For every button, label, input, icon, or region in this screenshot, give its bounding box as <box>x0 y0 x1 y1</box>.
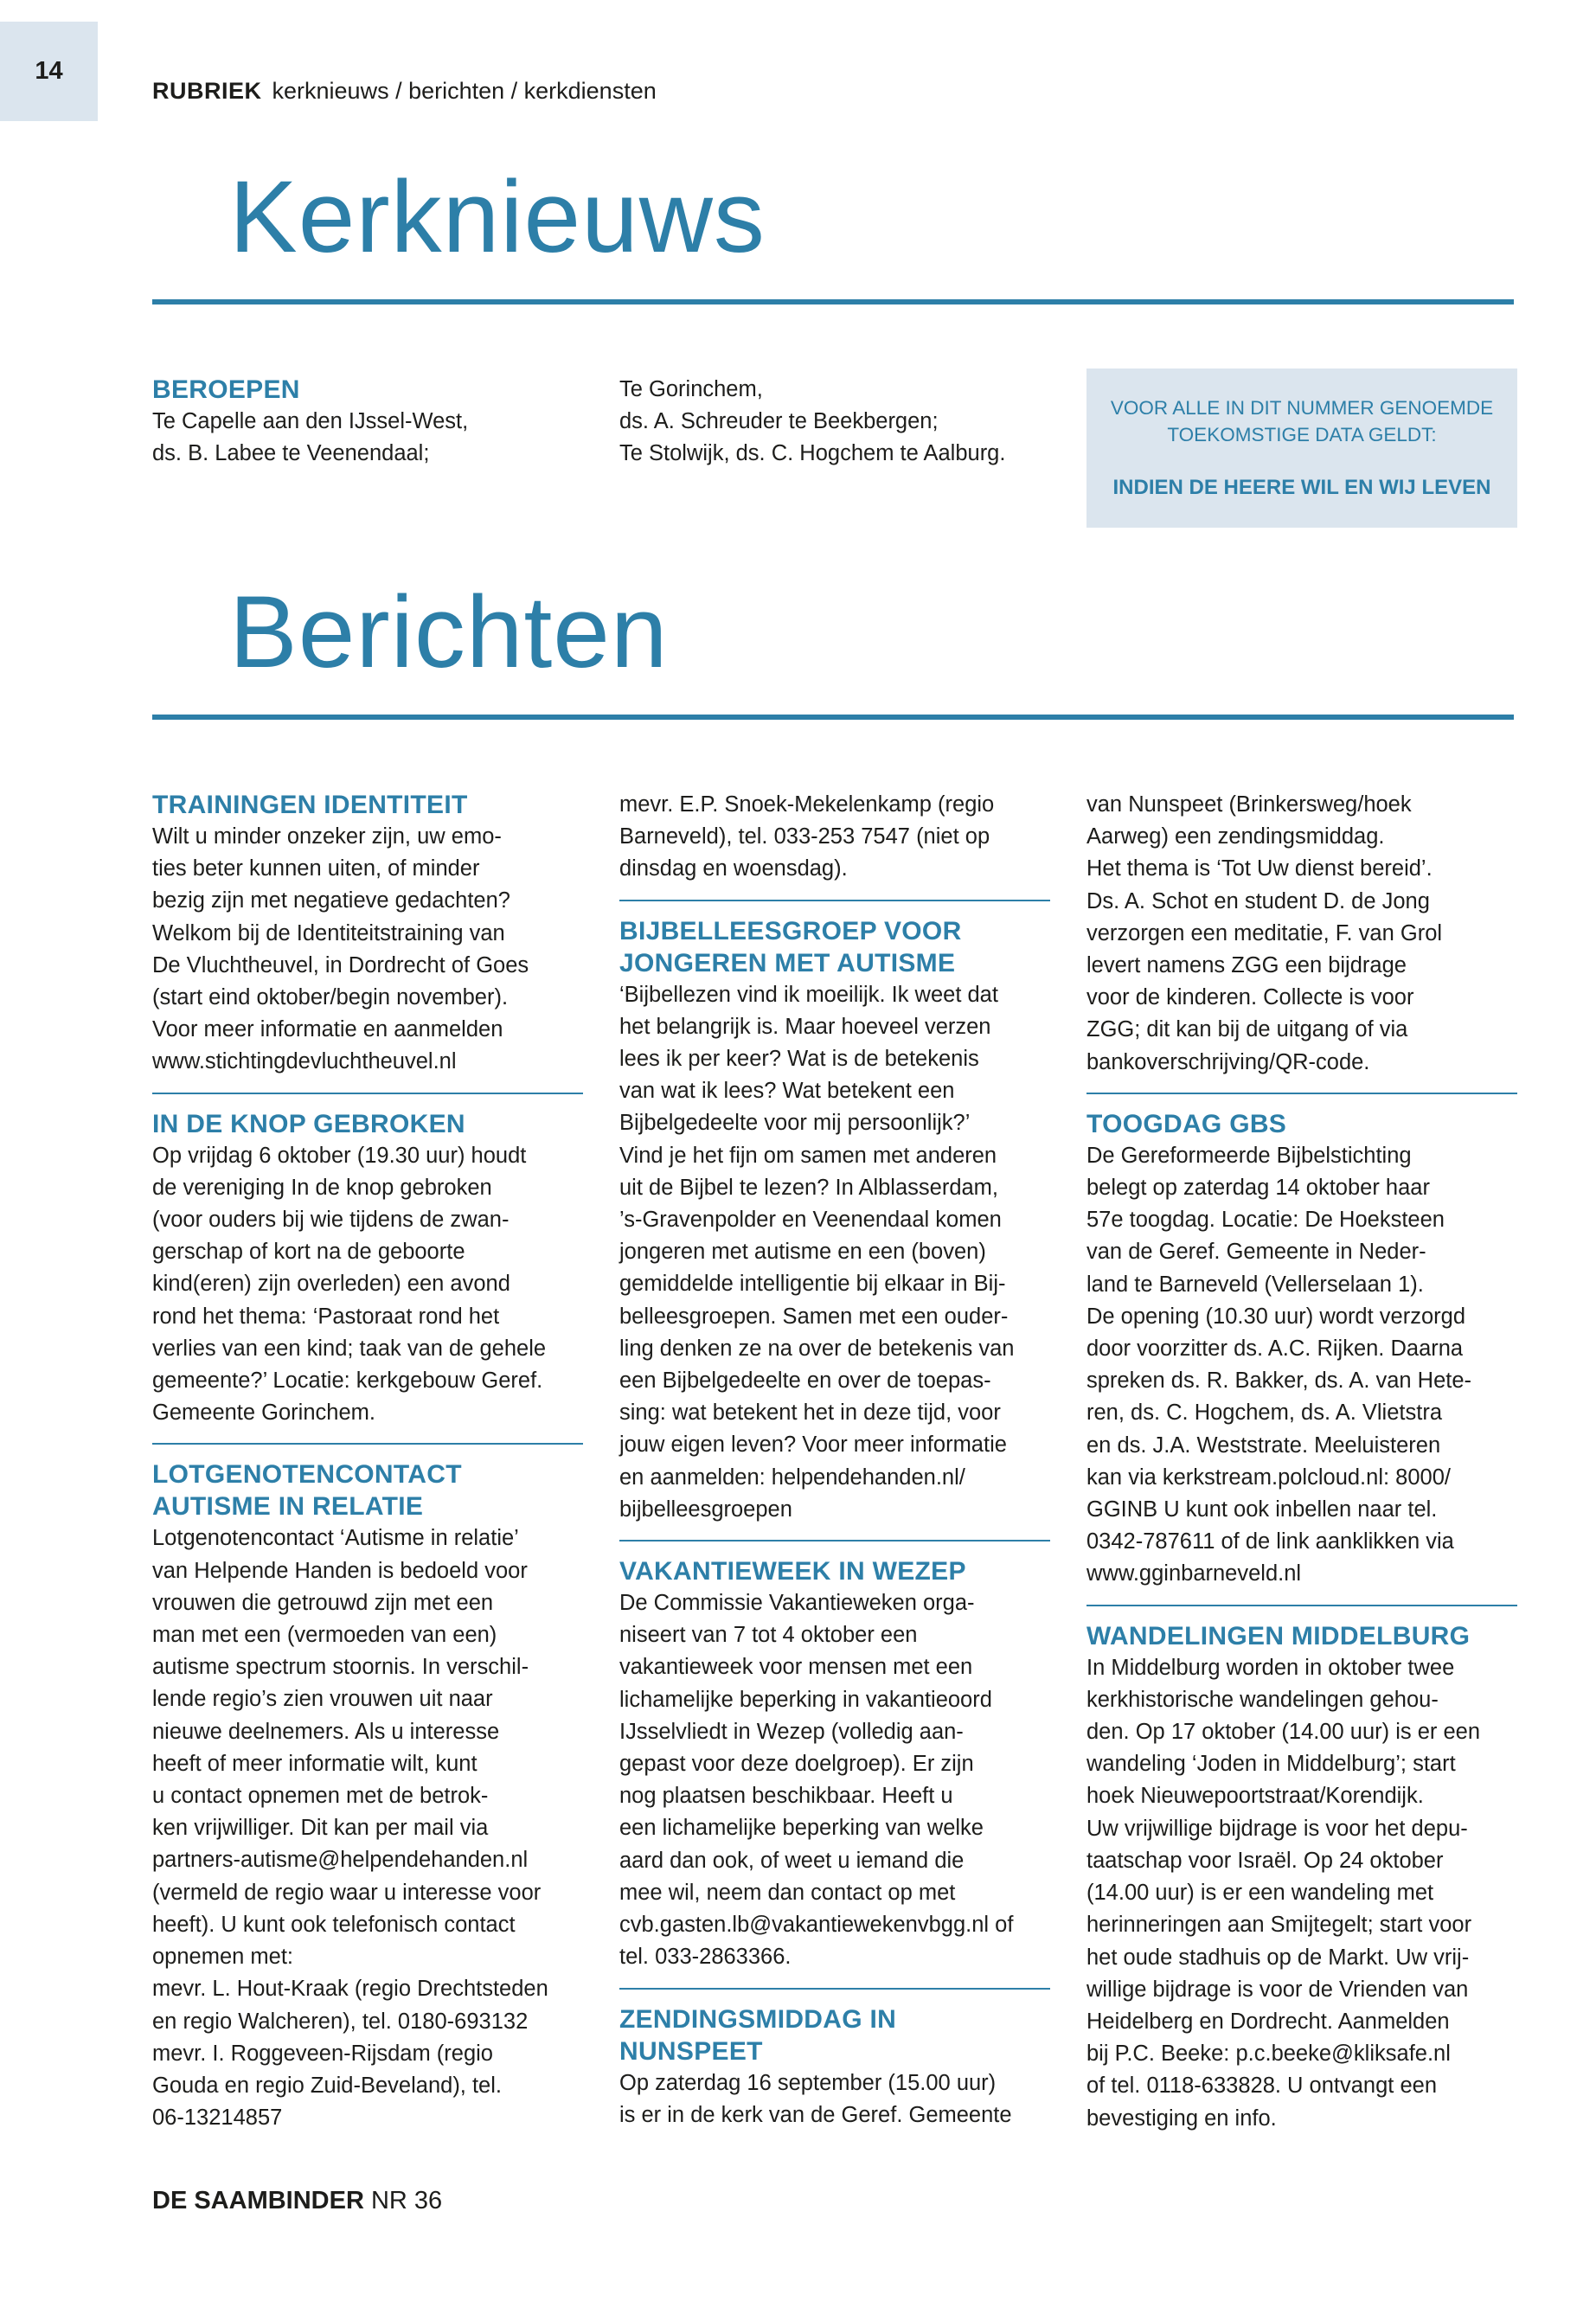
kerknieuws-rule <box>152 299 1514 304</box>
berichten-column-3 <box>1086 789 1517 2135</box>
rubriek-label: RUBRIEK <box>152 78 262 104</box>
beroepen-text: Te Capelle aan den IJssel-West, ds. B. Labee te Veenendaal; <box>152 409 469 466</box>
knop-heading: IN DE KNOP GEBROKEN <box>152 1109 465 1138</box>
lotgenoten-heading: LOTGENOTENCONTACT AUTISME IN RELATIE <box>152 1460 462 1522</box>
rubriek-path: kerknieuws / berichten / kerkdiensten <box>272 78 657 104</box>
trainingen-text: Wilt u minder onzeker zijn, uw emo- ties beter kunnen uiten, of minder bezig zijn met negatieve gedachten? Welkom bij de Identiteitstraining van De Vluchtheuvel, in Dordrecht of Goes (start eind oktober/begin november). Voor meer informatie en aanmelden www.stichtingdevluchtheuvel.nl <box>152 824 529 1074</box>
divider <box>152 1093 583 1094</box>
divider <box>1086 1093 1517 1094</box>
issue-number: NR 36 <box>370 2187 443 2214</box>
divider <box>152 1443 583 1445</box>
kerknieuws-title: Kerknieuws <box>229 160 766 274</box>
zending-text: Op zaterdag 16 september (15.00 uur) is er in de kerk van de Geref. Gemeente <box>619 2070 1012 2127</box>
lotgenoten-continued: mevr. E.P. Snoek-Mekelenkamp (regio Barneveld), tel. 033-253 7547 (niet op dinsdag en woensdag). <box>619 792 995 881</box>
page-number: 14 <box>0 22 98 121</box>
vakantie-text: De Commissie Vakantieweken orga- niseert van 7 tot 4 oktober een vakantieweek voor mensen met een lichamelijke beperking in vakantieoord IJsselvliedt in Wezep (volledig aan- gepast voor deze doelgroep). Er zijn nog plaatsen beschikbaar. Heeft u een lichamelijke beperking van welke aard dan ook, of weet u iemand die mee wil, neem dan contact op met cvb.gasten.lb@vakantiewekenvbgg.nl of tel. 033-2863366. <box>619 1591 1014 1970</box>
toogdag-text: De Gereformeerde Bijbelstichting belegt op zaterdag 14 oktober haar 57e toogdag. Locatie: De Hoeksteen van de Geref. Gemeente in Neder- land te Barneveld (Vellerselaan 1). De opening (10.30 uur) wordt verzorgd door voorzitter ds. A.C. Rijken. Daarna spreken ds. R. Bakker, ds. A. van Hete- ren, ds. C. Hogchem, ds. A. Vlietstra en ds. J.A. Weststrate. Meeluisteren kan via kerkstream.polcloud.nl: 8000/ GGINB U kunt ook inbellen naar tel. 0342-787611 of de link aanklikken via www.gginbarneveld.nl <box>1086 1143 1472 1586</box>
toogdag-heading: TOOGDAG GBS <box>1086 1109 1287 1138</box>
beroepen-text-2: Te Gorinchem, ds. A. Schreuder te Beekbergen; Te Stolwijk, ds. C. Hogchem te Aalburg. <box>619 377 1006 466</box>
footer <box>152 2187 442 2215</box>
beroepen-heading: BEROEPEN <box>152 375 300 404</box>
notice-box <box>1086 369 1517 528</box>
berichten-column-1 <box>152 789 583 2134</box>
trainingen-heading: TRAININGEN IDENTITEIT <box>152 791 468 819</box>
divider <box>619 1988 1050 1990</box>
bijbel-heading: BIJBELLEESGROEP VOOR JONGEREN MET AUTISME <box>619 916 962 977</box>
zending-continued: van Nunspeet (Brinkersweg/hoek Aarweg) een zendingsmiddag. Het thema is ‘Tot Uw dienst bereid’. Ds. A. Schot en student D. de Jong verzorgen een meditatie, F. van Grol levert namens ZGG een bijdrage voor de kinderen. Collecte is voor ZGG; dit kan bij de uitgang of via bankoverschrijving/QR-code. <box>1086 792 1443 1074</box>
divider <box>1086 1605 1517 1606</box>
bijbel-text: ‘Bijbellezen vind ik moeilijk. Ik weet dat het belangrijk is. Maar hoeveel verzen lees ik per keer? Wat is de betekenis van wat ik lees? Wat betekent een Bijbelgedeelte voor mij persoonlijk?’ Vind je het fijn om samen met anderen uit de Bijbel te lezen? In Alblasserdam, ’s-Gravenpolder en Veenendaal komen jongeren met autisme en een (boven) gemiddelde intelligentie bij elkaar in Bij- belleesgroepen. Samen met een ouder- ling denken ze na over de betekenis van een Bijbelgedeelte en over de toepas- sing: wat betekent het in deze tijd, voor jouw eigen leven? Voor meer informatie en aanmelden: helpendehanden.nl/ bijbelleesgroepen <box>619 982 1015 1522</box>
notice-text: VOOR ALLE IN DIT NUMMER GENOEMDE TOEKOMSTIGE DATA GELDT: <box>1110 397 1494 445</box>
divider <box>619 900 1050 901</box>
wandelingen-text: In Middelburg worden in oktober twee kerkhistorische wandelingen gehou- den. Op 17 oktober (14.00 uur) is er een wandeling ‘Joden in Middelburg’; start hoek Nieuwepoortstraat/Korendijk. Uw vrijwillige bijdrage is voor het depu- taatschap voor Israël. Op 24 oktober (14.00 uur) is er een wandeling met herinneringen aan Smijtegelt; start voor het oude stadhuis op de Markt. Uw vrij- willige bijdrage is voor de Vrienden van Heidelberg en Dordrecht. Aanmelden bij P.C. Beeke: p.c.beeke@kliksafe.nl of tel. 0118-633828. U ontvangt een bevestiging en info. <box>1086 1655 1481 2131</box>
berichten-column-2 <box>619 789 1050 2131</box>
lotgenoten-text: Lotgenotencontact ‘Autisme in relatie’ van Helpende Handen is bedoeld voor vrouwen die getrouwd zijn met een man met een (vermoeden van een) autisme spectrum stoornis. In verschil- lende regio’s zien vrouwen uit naar nieuwe deelnemers. Als u interesse heeft of meer informatie wilt, kunt u contact opnemen met de betrok- ken vrijwilliger. Dit kan per mail via partners-autisme@helpendehanden.nl (vermeld de regio waar u interesse voor heeft). U kunt ook telefonisch contact opnemen met: mevr. L. Hout-Kraak (regio Drechtsteden en regio Walcheren), tel. 0180-693132 mevr. I. Roggeveen-Rijsdam (regio Gouda en regio Zuid-Beveland), tel. 06-13214857 <box>152 1526 548 2131</box>
beroepen-column-2 <box>619 374 1050 471</box>
beroepen-column-1 <box>152 374 583 470</box>
divider <box>619 1540 1050 1541</box>
zending-heading: ZENDINGSMIDDAG IN NUNSPEET <box>619 2004 897 2066</box>
berichten-rule <box>152 715 1514 720</box>
notice-bold-text: INDIEN DE HEERE WIL EN WIJ LEVEN <box>1112 476 1491 499</box>
knop-text: Op vrijdag 6 oktober (19.30 uur) houdt de vereniging In de knop gebroken (voor ouders bij wie tijdens de zwan- gerschap of kort na de geboorte kind(eren) zijn overleden) een avond rond het thema: ‘Pastoraat rond het verlies van een kind; taak van de gehele gemeente?’ Locatie: kerkgebouw Geref. Gemeente Gorinchem. <box>152 1143 547 1426</box>
magazine-name: DE SAAMBINDER <box>152 2187 364 2214</box>
running-header <box>152 78 657 105</box>
wandelingen-heading: WANDELINGEN MIDDELBURG <box>1086 1621 1471 1650</box>
vakantie-heading: VAKANTIEWEEK IN WEZEP <box>619 1557 966 1586</box>
berichten-title: Berichten <box>229 575 669 689</box>
